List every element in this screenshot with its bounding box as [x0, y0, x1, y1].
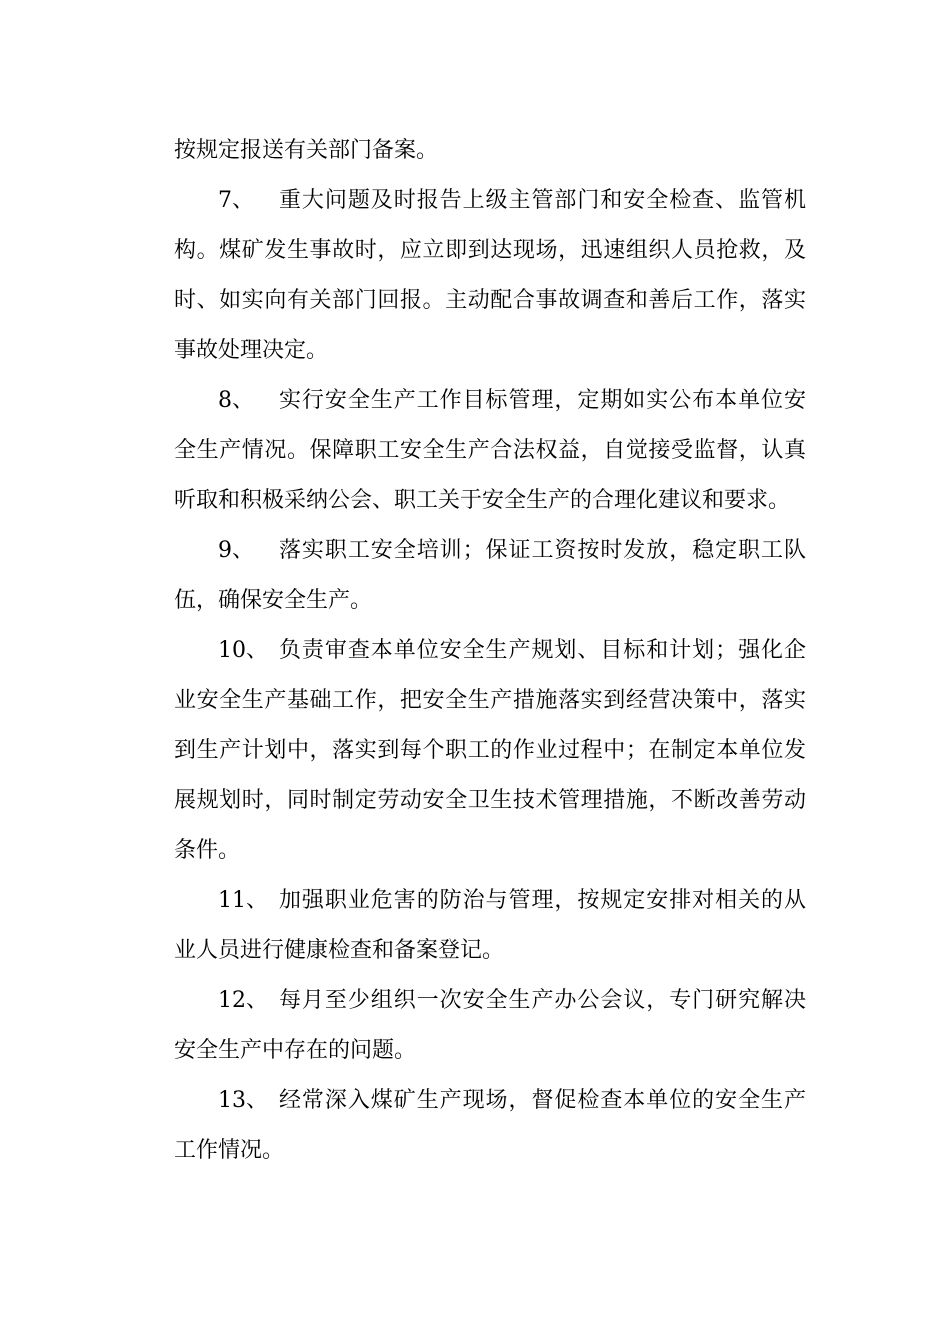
item-number: 13、 [218, 1088, 268, 1113]
text-span: 经常深入煤矿生产现场，督促检查本单位的安全生产 [278, 1088, 806, 1113]
item-number: 7、 [218, 188, 254, 213]
text-line: 到生产计划中，落实到每个职工的作业过程中；在制定本单位发 [174, 738, 806, 763]
text-line [174, 626, 806, 676]
paragraph-item-9 [174, 526, 806, 626]
text-line: 条件。 [174, 838, 241, 863]
text-line: 工作情况。 [174, 1138, 285, 1163]
text-line: 事故处理决定。 [174, 338, 329, 363]
text-line [174, 176, 806, 226]
text-line: 安全生产中存在的问题。 [174, 1038, 417, 1063]
item-number: 12、 [218, 988, 268, 1013]
text-line [174, 526, 806, 576]
text-line: 听取和积极采纳公会、职工关于安全生产的合理化建议和要求。 [174, 488, 791, 513]
item-number: 9、 [218, 538, 254, 563]
text-line [174, 1076, 806, 1126]
document-page [174, 126, 806, 1176]
text-span: 重大问题及时报告上级主管部门和安全检查、监管机 [278, 188, 806, 213]
text-span: 负责审查本单位安全生产规划、目标和计划；强化企 [278, 638, 806, 663]
text-line: 伍，确保安全生产。 [174, 588, 373, 613]
text-span: 每月至少组织一次安全生产办公会议，专门研究解决 [278, 988, 806, 1013]
item-number: 10、 [218, 638, 268, 663]
text-line: 时、如实向有关部门回报。主动配合事故调查和善后工作，落实 [174, 288, 806, 313]
text-line: 全生产情况。保障职工安全生产合法权益，自觉接受监督，认真 [174, 438, 806, 463]
paragraph-item-7 [174, 176, 806, 376]
paragraph-item-10 [174, 626, 806, 876]
paragraph-item-13 [174, 1076, 806, 1176]
text-line [174, 376, 806, 426]
text-line [174, 876, 806, 926]
text-span: 实行安全生产工作目标管理，定期如实公布本单位安 [278, 388, 806, 413]
paragraph-item-8 [174, 376, 806, 526]
paragraph-item-12 [174, 976, 806, 1076]
text-span: 落实职工安全培训；保证工资按时发放，稳定职工队 [278, 538, 806, 563]
text-line [174, 976, 806, 1026]
text-line: 业人员进行健康检查和备案登记。 [174, 938, 505, 963]
item-number: 11、 [218, 888, 268, 913]
paragraph-item-11 [174, 876, 806, 976]
text-line: 展规划时，同时制定劳动安全卫生技术管理措施，不断改善劳动 [174, 788, 806, 813]
text-line: 按规定报送有关部门备案。 [174, 138, 439, 163]
item-number: 8、 [218, 388, 254, 413]
text-line: 构。煤矿发生事故时，应立即到达现场，迅速组织人员抢救，及 [174, 238, 806, 263]
text-span: 加强职业危害的防治与管理，按规定安排对相关的从 [278, 888, 806, 913]
paragraph-continuation [174, 126, 806, 176]
text-line: 业安全生产基础工作，把安全生产措施落实到经营决策中，落实 [174, 688, 806, 713]
